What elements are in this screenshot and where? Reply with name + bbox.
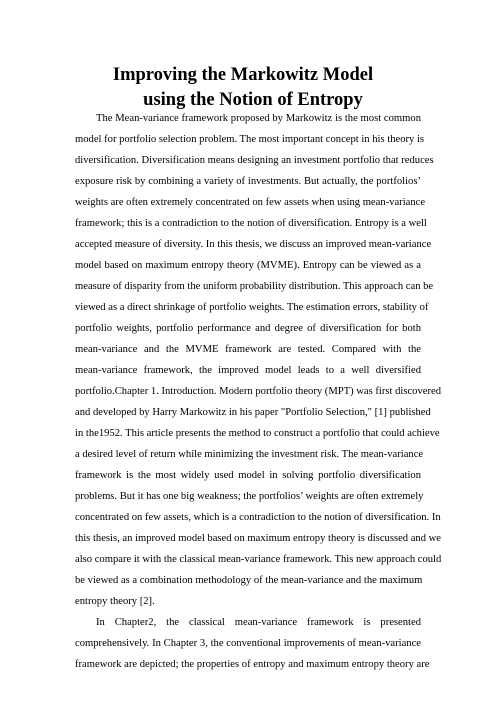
body-line: problems. But it has one big weakness; the portfolios’ weights are often extremely (75, 491, 424, 502)
body-line: framework are depicted; the properties of entropy and maximum entropy theory are (75, 659, 430, 670)
body-line: also compare it with the classical mean-variance framework. This new approach could (75, 554, 442, 565)
body-line: mean-variance framework, the improved model leads to a well diversified (75, 365, 421, 376)
body-line: diversification. Diversification means designing an investment portfolio that reduces (75, 155, 434, 166)
page-title-line-1: Improving the Markowitz Model (112, 65, 374, 85)
body-line: model for portfolio selection problem. The most important concept in his theory is (75, 134, 425, 145)
body-line: In Chapter2, the classical mean-variance framework is presented (96, 617, 421, 628)
body-line: entropy theory [2]. (75, 596, 155, 607)
body-line: comprehensively. In Chapter 3, the conventional improvements of mean-variance (75, 638, 421, 649)
body-line: exposure risk by combining a variety of investments. But actually, the portfolios’ (75, 176, 421, 187)
body-line: this thesis, an improved model based on maximum entropy theory is discussed and we (75, 533, 442, 544)
body-line: portfolio.Chapter 1. Introduction. Modern portfolio theory (MPT) was first discovered (75, 386, 441, 397)
body-line: and developed by Harry Markowitz in his paper "Portfolio Selection," [1] published (75, 407, 431, 418)
body-line: concentrated on few assets, which is a contradiction to the notion of diversification. In (75, 512, 441, 523)
body-line: mean-variance and the MVME framework are tested. Compared with the (75, 344, 421, 355)
body-line: The Mean-variance framework proposed by Markowitz is the most common (96, 113, 421, 124)
page-title-line-2: using the Notion of Entropy (143, 90, 363, 110)
body-line: accepted measure of diversity. In this thesis, we discuss an improved mean-variance (75, 239, 432, 250)
body-line: portfolio weights, portfolio performance and degree of diversification for both (75, 323, 421, 334)
body-line: be viewed as a combination methodology of the mean-variance and the maximum (75, 575, 423, 586)
body-line: model based on maximum entropy theory (MVME). Entropy can be viewed as a (75, 260, 421, 271)
body-line: in the1952. This article presents the method to construct a portfolio that could achieve (75, 428, 440, 439)
body-line: measure of disparity from the uniform probability distribution. This approach can be (75, 281, 434, 292)
body-line: weights are often extremely concentrated on few assets when using mean-variance (75, 197, 426, 208)
body-line: framework; this is a contradiction to the notion of diversification. Entropy is a well (75, 218, 427, 229)
body-line: framework is the most widely used model in solving portfolio diversification (75, 470, 421, 481)
body-line: a desired level of return while minimizing the investment risk. The mean-variance (75, 449, 424, 460)
body-line: viewed as a direct shrinkage of portfolio weights. The estimation errors, stability of (75, 302, 429, 313)
